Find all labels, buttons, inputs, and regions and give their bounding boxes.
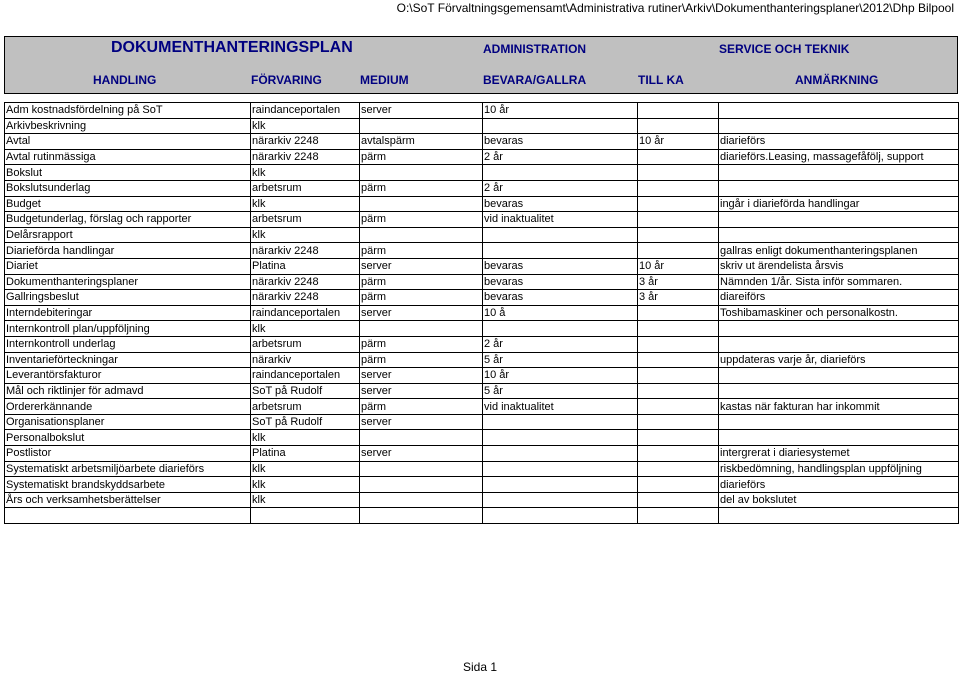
table-row: [5, 368, 959, 384]
anmarkning-cell: [719, 180, 959, 196]
column-header-bevara-gallra: BEVARA/GALLRA: [483, 73, 587, 87]
anmarkning-cell: [719, 165, 959, 181]
column-header-handling: HANDLING: [93, 73, 157, 87]
bevara-cell: 5 år: [483, 352, 638, 368]
medium-cell: server: [360, 258, 483, 274]
anmarkning-cell: riskbedömning, handlingsplan uppföljning: [719, 461, 959, 477]
handling-cell: Delårsrapport: [5, 227, 251, 243]
forvaring-cell: Platina: [251, 446, 360, 462]
handling-cell: Systematiskt arbetsmiljöarbete diarieförs: [5, 461, 251, 477]
table-row: [5, 446, 959, 462]
forvaring-cell: raindanceportalen: [251, 103, 360, 119]
anmarkning-cell: diarieförs.Leasing, massagefåfölj, support: [719, 149, 959, 165]
table-row: [5, 492, 959, 508]
table-row: [5, 430, 959, 446]
medium-cell: pärm: [360, 290, 483, 306]
medium-cell: [360, 461, 483, 477]
till-ka-cell: [638, 165, 719, 181]
till-ka-cell: [638, 149, 719, 165]
medium-cell: [360, 227, 483, 243]
forvaring-cell: raindanceportalen: [251, 368, 360, 384]
table-row: [5, 321, 959, 337]
handling-cell: Interndebiteringar: [5, 305, 251, 321]
table-row: [5, 227, 959, 243]
handling-cell: Leverantörsfakturor: [5, 368, 251, 384]
handling-cell: Personalbokslut: [5, 430, 251, 446]
handling-cell: Internkontroll underlag: [5, 336, 251, 352]
bevara-cell: 2 år: [483, 149, 638, 165]
till-ka-cell: [638, 461, 719, 477]
medium-cell: server: [360, 414, 483, 430]
handling-cell: Systematiskt brandskyddsarbete: [5, 477, 251, 493]
till-ka-cell: 10 år: [638, 134, 719, 150]
table-row: [5, 508, 959, 524]
bevara-cell: 10 år: [483, 368, 638, 384]
till-ka-cell: [638, 368, 719, 384]
till-ka-cell: [638, 180, 719, 196]
medium-cell: pärm: [360, 149, 483, 165]
bevara-cell: bevaras: [483, 196, 638, 212]
till-ka-cell: [638, 399, 719, 415]
forvaring-cell: SoT på Rudolf: [251, 383, 360, 399]
bevara-cell: vid inaktualitet: [483, 212, 638, 228]
bevara-cell: 5 år: [483, 383, 638, 399]
medium-cell: [360, 477, 483, 493]
handling-cell: Avtal rutinmässiga: [5, 149, 251, 165]
till-ka-cell: [638, 305, 719, 321]
anmarkning-cell: [719, 414, 959, 430]
page-number: Sida 1: [462, 660, 498, 674]
forvaring-cell: närarkiv 2248: [251, 243, 360, 259]
anmarkning-cell: skriv ut ärendelista årsvis: [719, 258, 959, 274]
anmarkning-cell: uppdateras varje år, diarieförs: [719, 352, 959, 368]
medium-cell: [360, 321, 483, 337]
forvaring-cell: klk: [251, 461, 360, 477]
anmarkning-cell: [719, 508, 959, 524]
handling-cell: [5, 508, 251, 524]
bevara-cell: [483, 243, 638, 259]
forvaring-cell: klk: [251, 321, 360, 337]
handling-cell: Mål och riktlinjer för admavd: [5, 383, 251, 399]
document-table: [4, 102, 959, 524]
forvaring-cell: närarkiv 2248: [251, 274, 360, 290]
anmarkning-cell: ingår i diarieförda handlingar: [719, 196, 959, 212]
anmarkning-cell: [719, 368, 959, 384]
till-ka-cell: [638, 383, 719, 399]
plan-header: [4, 36, 958, 94]
medium-cell: pärm: [360, 243, 483, 259]
anmarkning-cell: gallras enligt dokumenthanteringsplanen: [719, 243, 959, 259]
forvaring-cell: klk: [251, 196, 360, 212]
bevara-cell: [483, 446, 638, 462]
forvaring-cell: klk: [251, 227, 360, 243]
medium-cell: [360, 118, 483, 134]
forvaring-cell: [251, 508, 360, 524]
anmarkning-cell: [719, 227, 959, 243]
till-ka-cell: [638, 243, 719, 259]
till-ka-cell: [638, 336, 719, 352]
forvaring-cell: klk: [251, 477, 360, 493]
file-path: O:\SoT Förvaltningsgemensamt\Administrativa rutiner\Arkiv\Dokumenthanteringsplaner\2012\Dhp Bilpool: [396, 1, 954, 15]
table-row: [5, 196, 959, 212]
medium-cell: avtalspärm: [360, 134, 483, 150]
division-label: SERVICE OCH TEKNIK: [719, 42, 850, 56]
handling-cell: Års och verksamhetsberättelser: [5, 492, 251, 508]
bevara-cell: [483, 492, 638, 508]
table-row: [5, 243, 959, 259]
handling-cell: Budget: [5, 196, 251, 212]
handling-cell: Avtal: [5, 134, 251, 150]
handling-cell: Budgetunderlag, förslag och rapporter: [5, 212, 251, 228]
table-row: [5, 290, 959, 306]
forvaring-cell: klk: [251, 118, 360, 134]
bevara-cell: [483, 118, 638, 134]
anmarkning-cell: diareiförs: [719, 290, 959, 306]
till-ka-cell: [638, 321, 719, 337]
table-row: [5, 274, 959, 290]
till-ka-cell: 3 år: [638, 274, 719, 290]
table-row: [5, 165, 959, 181]
handling-cell: Organisationsplaner: [5, 414, 251, 430]
forvaring-cell: SoT på Rudolf: [251, 414, 360, 430]
table-row: [5, 134, 959, 150]
table-row: [5, 212, 959, 228]
forvaring-cell: raindanceportalen: [251, 305, 360, 321]
table-row: [5, 180, 959, 196]
table-row: [5, 414, 959, 430]
handling-cell: Ordererkännande: [5, 399, 251, 415]
bevara-cell: [483, 461, 638, 477]
medium-cell: pärm: [360, 212, 483, 228]
bevara-cell: [483, 430, 638, 446]
table-row: [5, 461, 959, 477]
handling-cell: Diarieförda handlingar: [5, 243, 251, 259]
medium-cell: [360, 196, 483, 212]
table-row: [5, 399, 959, 415]
medium-cell: pärm: [360, 399, 483, 415]
table-row: [5, 383, 959, 399]
handling-cell: Internkontroll plan/uppföljning: [5, 321, 251, 337]
handling-cell: Bokslutsunderlag: [5, 180, 251, 196]
till-ka-cell: [638, 414, 719, 430]
till-ka-cell: [638, 227, 719, 243]
till-ka-cell: [638, 212, 719, 228]
medium-cell: server: [360, 446, 483, 462]
till-ka-cell: [638, 196, 719, 212]
bevara-cell: bevaras: [483, 290, 638, 306]
forvaring-cell: Platina: [251, 258, 360, 274]
bevara-cell: 2 år: [483, 336, 638, 352]
column-header-till-ka: TILL KA: [638, 73, 684, 87]
forvaring-cell: närarkiv 2248: [251, 134, 360, 150]
handling-cell: Dokumenthanteringsplaner: [5, 274, 251, 290]
medium-cell: server: [360, 305, 483, 321]
till-ka-cell: [638, 492, 719, 508]
bevara-cell: 10 år: [483, 103, 638, 119]
bevara-cell: [483, 508, 638, 524]
till-ka-cell: [638, 508, 719, 524]
anmarkning-cell: diarieförs: [719, 134, 959, 150]
medium-cell: server: [360, 368, 483, 384]
column-header-medium: MEDIUM: [360, 73, 409, 87]
till-ka-cell: 10 år: [638, 258, 719, 274]
anmarkning-cell: [719, 336, 959, 352]
till-ka-cell: [638, 430, 719, 446]
handling-cell: Postlistor: [5, 446, 251, 462]
medium-cell: pärm: [360, 274, 483, 290]
anmarkning-cell: [719, 103, 959, 119]
forvaring-cell: närarkiv 2248: [251, 290, 360, 306]
anmarkning-cell: [719, 212, 959, 228]
till-ka-cell: [638, 352, 719, 368]
table-row: [5, 118, 959, 134]
handling-cell: Arkivbeskrivning: [5, 118, 251, 134]
till-ka-cell: 3 år: [638, 290, 719, 306]
forvaring-cell: arbetsrum: [251, 212, 360, 228]
bevara-cell: [483, 477, 638, 493]
plan-title: DOKUMENTHANTERINGSPLAN: [111, 39, 353, 56]
anmarkning-cell: [719, 430, 959, 446]
forvaring-cell: närarkiv: [251, 352, 360, 368]
medium-cell: pärm: [360, 180, 483, 196]
medium-cell: [360, 492, 483, 508]
anmarkning-cell: [719, 383, 959, 399]
bevara-cell: 2 år: [483, 180, 638, 196]
bevara-cell: [483, 321, 638, 337]
handling-cell: Gallringsbeslut: [5, 290, 251, 306]
table-row: [5, 258, 959, 274]
table-row: [5, 336, 959, 352]
table-row: [5, 149, 959, 165]
forvaring-cell: arbetsrum: [251, 336, 360, 352]
table-row: [5, 103, 959, 119]
handling-cell: Adm kostnadsfördelning på SoT: [5, 103, 251, 119]
till-ka-cell: [638, 103, 719, 119]
handling-cell: Diariet: [5, 258, 251, 274]
till-ka-cell: [638, 477, 719, 493]
anmarkning-cell: diarieförs: [719, 477, 959, 493]
forvaring-cell: klk: [251, 492, 360, 508]
forvaring-cell: arbetsrum: [251, 399, 360, 415]
medium-cell: [360, 165, 483, 181]
bevara-cell: [483, 165, 638, 181]
bevara-cell: 10 å: [483, 305, 638, 321]
column-header-anmarkning: ANMÄRKNING: [795, 73, 879, 87]
column-header-forvaring: FÖRVARING: [251, 73, 322, 87]
table-row: [5, 305, 959, 321]
anmarkning-cell: kastas när fakturan har inkommit: [719, 399, 959, 415]
medium-cell: server: [360, 383, 483, 399]
anmarkning-cell: Nämnden 1/år. Sista inför sommaren.: [719, 274, 959, 290]
till-ka-cell: [638, 118, 719, 134]
bevara-cell: bevaras: [483, 134, 638, 150]
till-ka-cell: [638, 446, 719, 462]
medium-cell: pärm: [360, 336, 483, 352]
forvaring-cell: arbetsrum: [251, 180, 360, 196]
anmarkning-cell: del av bokslutet: [719, 492, 959, 508]
bevara-cell: [483, 414, 638, 430]
anmarkning-cell: Toshibamaskiner och personalkostn.: [719, 305, 959, 321]
forvaring-cell: klk: [251, 165, 360, 181]
medium-cell: server: [360, 103, 483, 119]
bevara-cell: bevaras: [483, 258, 638, 274]
bevara-cell: [483, 227, 638, 243]
anmarkning-cell: intergrerat i diariesystemet: [719, 446, 959, 462]
medium-cell: pärm: [360, 352, 483, 368]
anmarkning-cell: [719, 118, 959, 134]
forvaring-cell: klk: [251, 430, 360, 446]
table-row: [5, 477, 959, 493]
forvaring-cell: närarkiv 2248: [251, 149, 360, 165]
medium-cell: [360, 508, 483, 524]
table-row: [5, 352, 959, 368]
handling-cell: Inventarieförteckningar: [5, 352, 251, 368]
anmarkning-cell: [719, 321, 959, 337]
department-label: ADMINISTRATION: [483, 42, 587, 56]
bevara-cell: vid inaktualitet: [483, 399, 638, 415]
bevara-cell: bevaras: [483, 274, 638, 290]
medium-cell: [360, 430, 483, 446]
handling-cell: Bokslut: [5, 165, 251, 181]
